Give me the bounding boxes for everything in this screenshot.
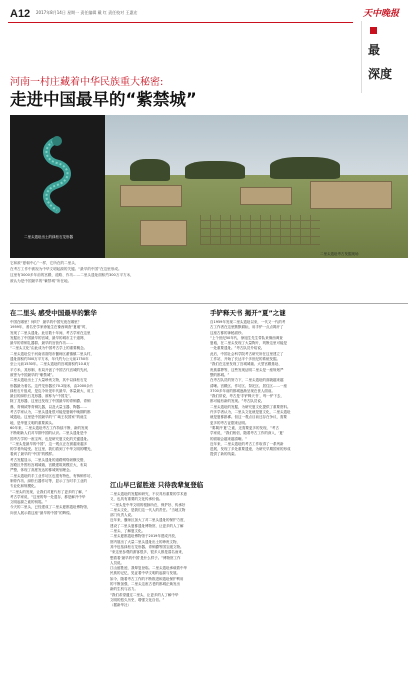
section-divider	[10, 303, 408, 304]
body-text-line: 最巨的绿松石龙形器，被称为“中国龙”。	[10, 394, 74, 399]
page-header	[0, 0, 415, 22]
header-meta: 2017年8月14日 星期一 责任编辑 戴 红 责任校对 王惠宏	[36, 10, 138, 15]
body-text-line: 3700多年前的都城逐渐呈现在世人面前。	[210, 388, 275, 393]
body-text-line: 学家说，“我们相信，随着考古工作的深入，‘夏’	[210, 431, 285, 436]
blurb-line: 这里有3000多年前的宫殿、道路、作坊……二里头遗址面积约300万平方米，	[10, 273, 134, 277]
body-text-line: 进展，发现了多处重要遗迹，为研究早期国家的形成	[210, 447, 291, 452]
excavation-pit	[310, 181, 392, 209]
excavation-pit	[240, 187, 292, 205]
body-text-line: 宫殿区外围有宫城城墙，宫殿建筑规模宏大，布局	[10, 463, 87, 468]
section-heading-3: 江山早已留胜迹 只待我辈复登临	[110, 481, 204, 489]
body-text-line: 二里头文化，是我们这一代人的责任。”当地文物	[110, 507, 186, 512]
photo-trees	[130, 159, 170, 181]
body-text-line: 不断刷新人们对早期中国的认识。二里头遗址是中	[10, 431, 87, 436]
page-number: A12	[10, 8, 31, 20]
article-title: 走进中国最早的“紫禁城”	[10, 90, 197, 109]
body-text-line: 鼎、青铜钺等青铜礼器，以及大量玉器、陶器……	[10, 404, 87, 409]
body-text-line: 二里头遗址的发掘，为研究夏文化提供了重要资料。	[210, 404, 291, 409]
body-text-line: 看到了最早的“中国”的模样。	[10, 452, 56, 457]
body-text-line: 许多学者认为，二里头文化就是夏文化，二里头遗址	[210, 410, 291, 415]
body-text-line: 工作站，开始了长达半个多世纪的系统发掘。	[210, 357, 280, 362]
body-text-line: 1959年，著名史学家徐旭生在豫西调查“夏墟”时，	[10, 325, 90, 330]
column-body-3	[210, 320, 305, 458]
column-1	[10, 308, 105, 516]
body-text-line: “我们在这里发现了宫城城墙、大型宫殿基址、	[210, 362, 282, 367]
body-text-line: 义，也具有重要的文化传承价值。	[110, 497, 163, 502]
turquoise-dragon-icon	[32, 135, 82, 215]
body-text-line: 更多的考古证据来证明。	[210, 420, 249, 425]
body-text-line: “二里头的发现，让我们对夏代有了更多的了解，”	[10, 489, 88, 494]
header-rule	[8, 22, 353, 23]
body-text-line: 城遗址。这里是中国最早的“广域王权国家”的诞生	[10, 415, 88, 420]
section-tag-word-2: 深度	[368, 67, 393, 81]
body-text-line: 民族的记忆，见证着中华文明的起源与发展。	[110, 571, 180, 576]
body-text-line: 夏墟，在二里头发现了大量陶片，判断这里可能是	[210, 341, 287, 346]
article-blurb	[10, 260, 355, 284]
artifact-photo	[10, 115, 105, 258]
column-body-1	[10, 320, 105, 516]
body-text-line: 二里头、了解夏文化。	[110, 529, 145, 534]
body-text-line: 考古学家说，“这里的每一处遗存，都是解开中华	[10, 494, 86, 499]
excavation-grid	[200, 215, 320, 245]
column-5	[110, 480, 305, 609]
body-text-line: 被誉为中国最早的“紫禁城”。	[10, 372, 56, 377]
body-text-line: 都可能有新的发现。”考古队员说。	[210, 399, 265, 404]
newspaper-logo: 天中晚报	[363, 9, 400, 19]
body-text-line: 此后，中国社会科学院考古研究所在这里建立了	[210, 351, 284, 356]
body-text-line: 考古发掘显示，二里头遗址的道路网络纵横交错，	[10, 457, 87, 462]
body-text-line: 向世人展示着这座“最早的中国”的辉煌。	[10, 510, 74, 515]
excavation-pit	[120, 185, 182, 207]
body-text-line: 近年来，偃师区加大了对二里头遗址的保护力度，	[110, 518, 187, 523]
body-text-line: 馆内展出了大量二里头遗址出土的珍贵文物，	[110, 539, 180, 544]
blurb-line: 它和被“夏朝中心”一样，它所在的二里头，	[10, 261, 79, 265]
body-text-line: 的学者所接受。在这里，我们看到了中华文明的曙光，	[10, 447, 94, 452]
photo-caption-right: 二里头遗址考古发掘现场	[320, 252, 359, 256]
body-text-line: 至公元前1530年。二里头遗址的宫城面积约10.8万	[10, 362, 90, 367]
body-text-line: 古工作者在这里默默耕耘，用手铲一点点揭开了	[210, 325, 284, 330]
body-text-line: 平方米，其形制、布局开创了中国古代宫城的先河，	[10, 367, 91, 372]
section-heading-1: 在二里头 感受中国最早的繁华	[10, 309, 97, 317]
body-text-line: 二里头遗址位于河南省洛阳市偃师区翟镇镇二里头村，	[10, 351, 94, 356]
body-text-line: 一处重要遗址。”考古队员介绍说。	[210, 346, 265, 351]
body-text-line: 的面貌会越来越清晰。”	[210, 436, 247, 441]
body-text-line: 地，是华夏文明的重要源头。	[10, 420, 56, 425]
body-text-line: 二里头遗址的手工业作坊区也很有特色，有铸铜作坊、	[10, 473, 94, 478]
body-text-line: 想看看‘最早的中国’是什么样子。”博物馆工作	[110, 555, 181, 560]
body-text-line: “我们希望通过二里头，让更多的人了解中华	[110, 592, 179, 597]
body-text-line: 这座古都的神秘面纱。	[210, 330, 245, 335]
body-text-line: 提供了新的线索。	[210, 452, 238, 457]
body-text-line: 其中包括绿松石龙形器、青铜爵等国宝级文物。	[110, 544, 184, 549]
body-text-line: 建设了二里头夏都遗址博物馆，让更多的人了解	[110, 523, 184, 528]
body-text-line: “二里头是中华文明的根脉所在，保护好、传承好	[110, 502, 186, 507]
body-text-line: 文明的悠久历史，增强文化自信。”	[110, 597, 165, 602]
lead-photo	[10, 115, 408, 258]
body-text-line: 近年来，二里头遗址的考古工作取得了一系列新	[210, 441, 284, 446]
body-text-line: “我们常说，考古是‘手铲释天书’，每一铲下去，	[210, 394, 285, 399]
blurb-line: 被认为是中国最早的“紫禁城”所在地。	[10, 279, 72, 283]
body-text-line: 就是夏都斟鄩。但这一观点目前还存在争议，需要	[210, 415, 287, 420]
body-text-line: “二里头文化”由此成为中国考古学上的重要概念。	[10, 346, 88, 351]
body-text-line: 文明起源之谜的钥匙。”	[10, 500, 47, 505]
body-text-line: 清晰。宫殿区、作坊区、祭祀区、居住区……一座	[210, 383, 287, 388]
body-text-line: 如今，随着考古工作的不断推进和遗址保护利用	[110, 576, 184, 581]
column-body-5	[110, 492, 305, 609]
body-text-line: 60年来，二里头遗址考古工作持续不断，新的发现	[10, 425, 88, 430]
body-text-line: 除了龙形器，这里还发现了中国最早的青铜爵、青铜	[10, 399, 91, 404]
body-text-line: 新的生机与活力。	[110, 587, 138, 592]
body-text-line: 制骨作坊、绿松石器作坊等，显示了当时手工业的	[10, 478, 87, 483]
body-text-line: （据新华社）	[110, 603, 131, 608]
body-text-line: 二里头遗址的发掘和研究，不仅具有重要的学术意	[110, 492, 187, 496]
body-text-line: 二里头遗址出土了大量珍贵文物，其中以绿松石龙	[10, 378, 87, 383]
body-text-line: 部门负责人说。	[110, 513, 135, 518]
red-square-icon	[370, 27, 377, 34]
body-text-line: 国考古学的一座宝库，也是研究夏文化的关键遗址。	[10, 436, 91, 441]
body-text-line: 自1959年发现二里头遗址以来，一代又一代的考	[210, 320, 286, 324]
column-3	[210, 308, 305, 458]
body-text-line: 考古学家认为，二里头遗址很可能是夏朝中晚期的都	[10, 410, 91, 415]
body-text-line: 人员说。	[110, 560, 124, 565]
section-heading-2: 手铲释天书 揭开“夏”之谜	[210, 309, 286, 317]
body-text-line: “来这里参观的游客很多，很多人都是慕名而来，	[110, 550, 186, 555]
body-text-line: 在考古队员的努力下，二里头遗址的面貌越来越	[210, 378, 284, 383]
section-tag-word-1: 最	[368, 43, 381, 57]
excavation-pit	[140, 220, 187, 246]
body-text-line: 江山留胜迹，我辈复登临。二里头遗址承载着中华	[110, 566, 187, 571]
body-text-line: 的不断加强，二里头这座古老的都城正焕发出	[110, 582, 180, 587]
body-text-line: 专业化和规模化。	[10, 484, 38, 489]
photo-caption-left: 二里头遗址出土的绿松石龙形器	[24, 235, 73, 239]
body-text-line: “要揭开‘夏’之谜，还需要更多的发现，”考古	[210, 425, 279, 430]
body-text-line: 发现了二里头遗址。此后数十年间，考古学家在这里	[10, 330, 91, 335]
body-text-line: 中国在哪里？何时？ 最早的中国究竟在哪里？	[10, 320, 82, 324]
photo-trees	[270, 157, 340, 179]
body-text-line: 发掘出了中国最早的宫城、最早的城市主干道网、	[10, 335, 87, 340]
photo-trees	[185, 161, 245, 179]
body-text-line: 贵族墓葬等，这些发现证明二里头是一座规划严	[210, 367, 284, 372]
body-text-line: 最早的青铜礼器群、最早的官营作坊……	[10, 341, 73, 346]
body-text-line: 今天的二里头，已经建成了二里头夏都遗址博物馆，	[10, 505, 91, 510]
body-text-line: “上个世纪50年代，徐旭生先生带队来豫西调查	[210, 335, 283, 340]
section-tag	[361, 21, 406, 93]
body-text-line: 形器最为著名。这件龙形器长70.2厘米，由2000余片	[10, 383, 94, 388]
article-subtitle: 河南一村庄藏着中华民族重大秘密:	[10, 77, 164, 88]
body-text-line: 严整，体现了高度发达的都城规划理念。	[10, 468, 73, 473]
body-text-line: 遗址面积约300万平方米，年代约为公元前1750年	[10, 357, 89, 362]
body-text-line: “二里头是最早的中国”，这一观点正在被越来越多	[10, 441, 88, 446]
body-text-line: 整的都城。”	[210, 372, 230, 377]
body-text-line: 绿松石片组成，是迄今所见年代最早、体量最大、用工	[10, 388, 94, 393]
blurb-line: 在考古工作中被视为中华文明起源的关键。“最早的中国”在这里形成。	[10, 267, 122, 271]
body-text-line: 二里头夏都遗址博物馆于2019年建成开放，	[110, 534, 179, 539]
